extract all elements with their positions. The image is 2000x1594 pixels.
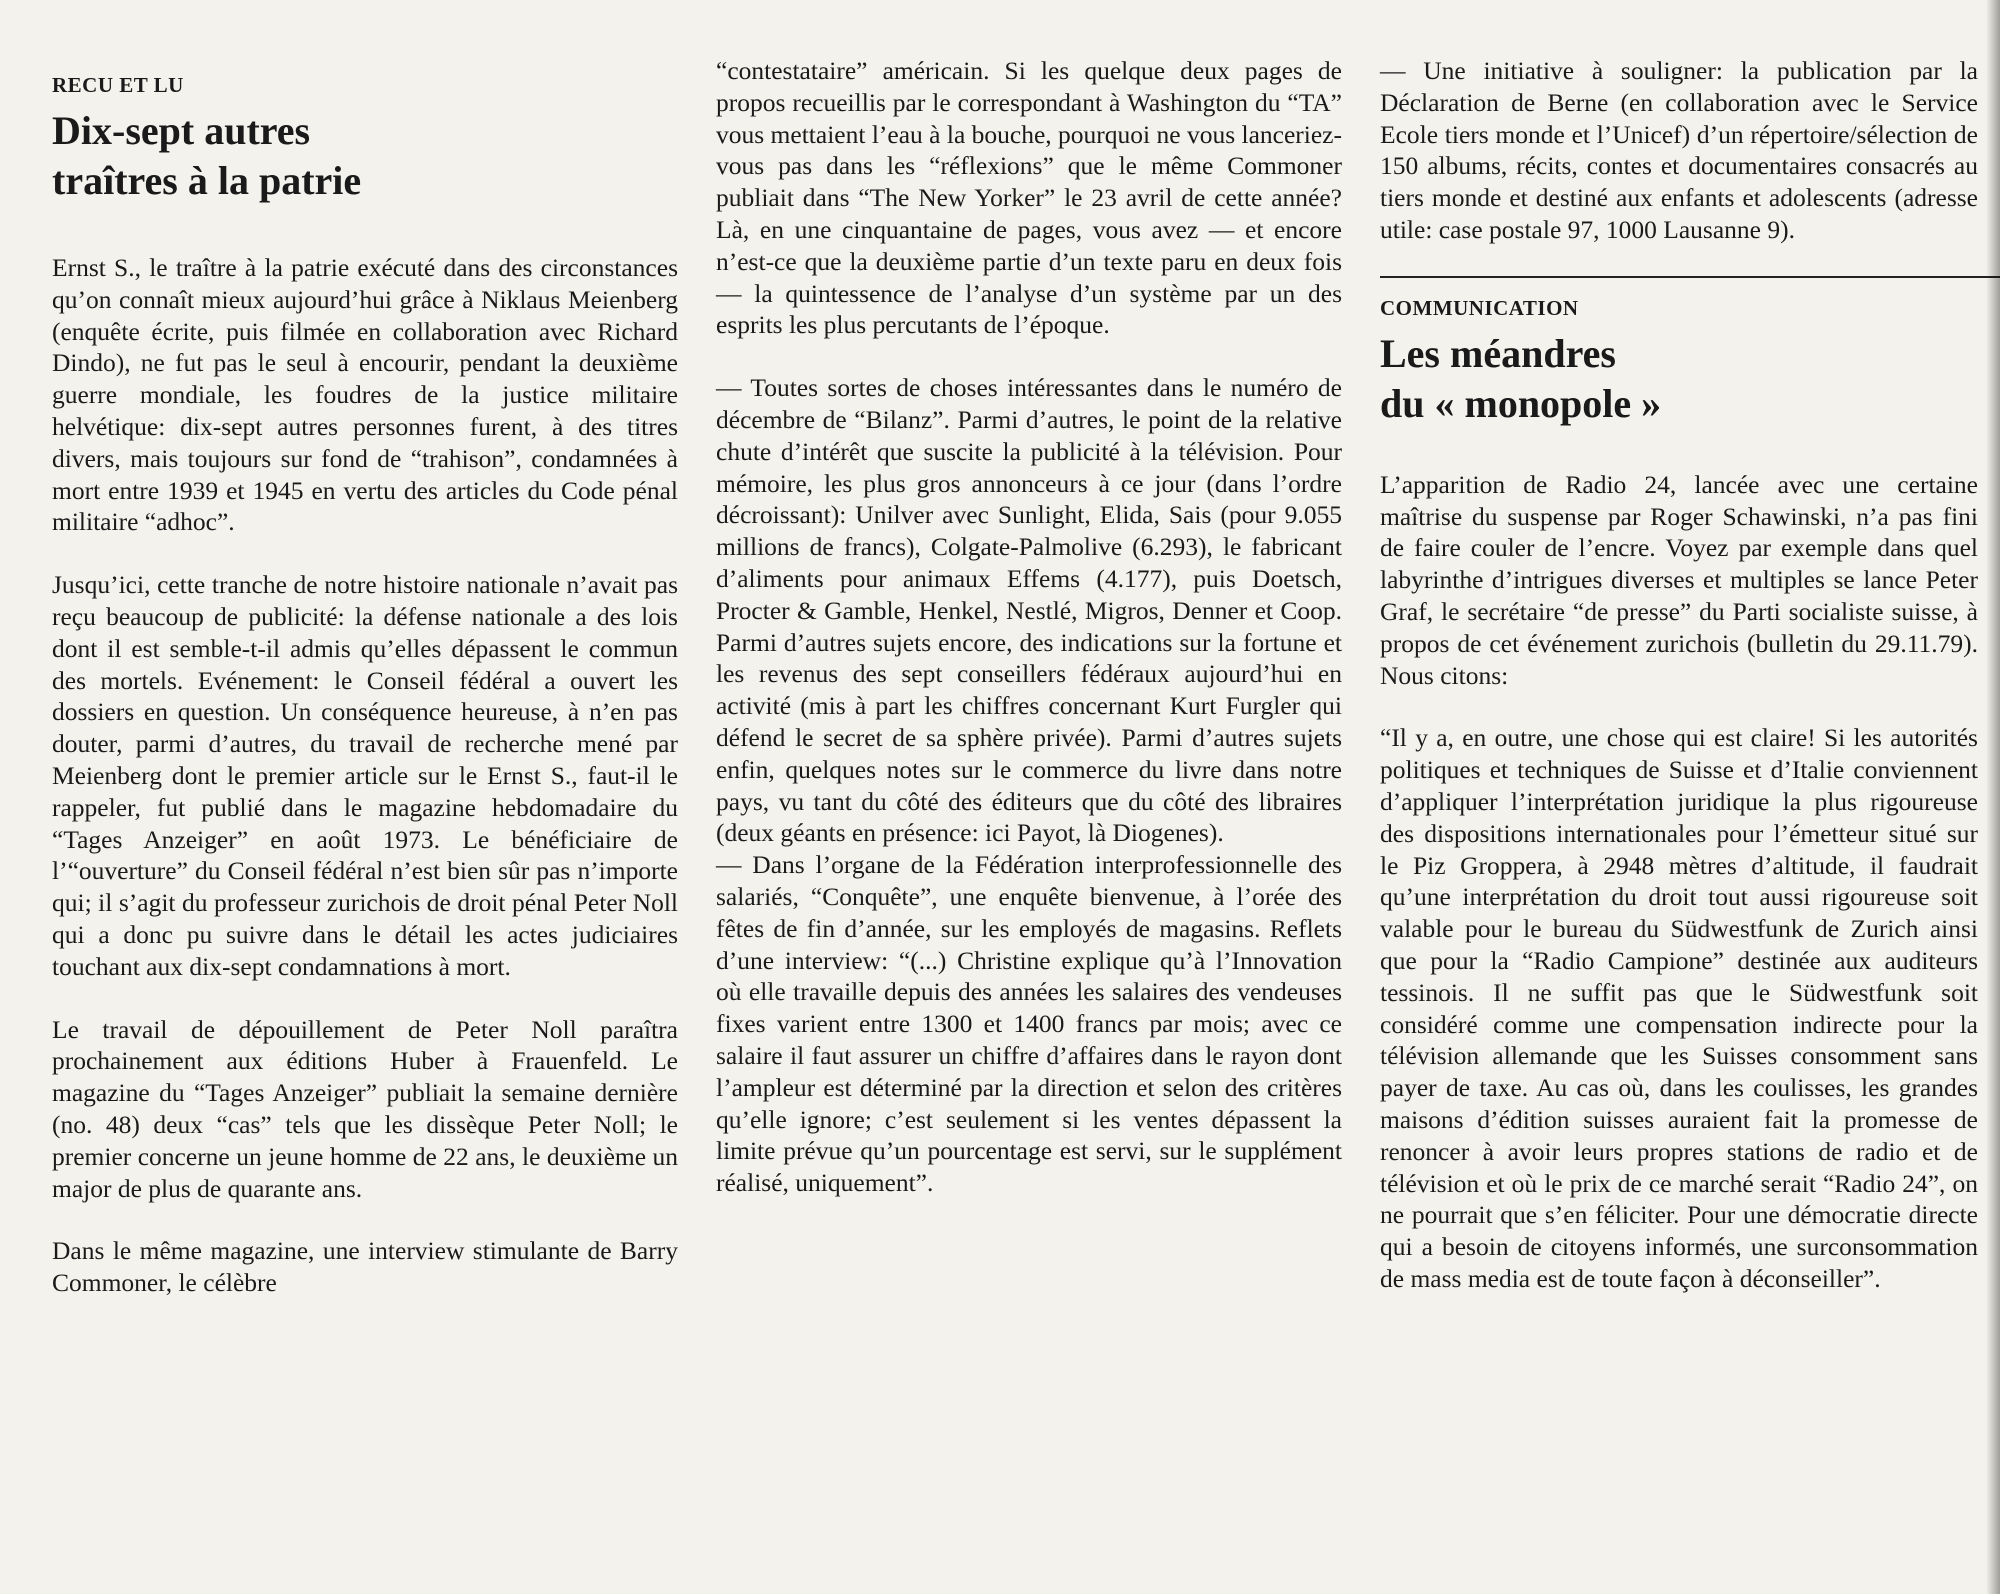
column-2 <box>716 55 1342 1230</box>
article2-kicker: COMMUNICATION <box>1380 295 1579 320</box>
article1-paragraph-2: Jusqu’ici, cette tranche de notre histoire nationale n’avait pas reçu beaucoup de publicité: la défense nationale a des lois dont il est semble-t-il admis qu’elles dépassent le commun des mortels. Evénement: le Conseil fédéral a ouvert les dossiers en question. Un conséquence heureuse, à n’en pas douter, parmi d’autres, du travail de recherche mené par Meienberg dont le premier article sur le Ernst S., faut-il le rappeler, fut publié dans le magazine hebdomadaire du “Tages Anzeiger” en août 1973. Le bénéficiaire de l’“ouverture” du Conseil fédéral n’est bien sûr pas n’importe qui; il s’agit du professeur zurichois de droit pénal Peter Noll qui a donc pu suivre dans le détail les actes judiciaires touchant aux dix-sept condamnations à mort. <box>52 570 678 981</box>
article2-paragraph-2: “Il y a, en outre, une chose qui est claire! Si les autorités politiques et techniques de Suisse et d’Italie conviennent d’appliquer l’interprétation juridique la plus rigoureuse des dispositions internationales pour l’émetteur situé sur le Piz Groppera, à 2948 mètres d’altitude, il faudrait qu’une interprétation du droit tout aussi rigoureuse soit valable pour le bureau du Südwestfunk de Zurich ainsi que pour la “Radio Campione” destinée aux auditeurs tessinois. Il ne suffit pas que le Südwestfunk soit considéré comme une compensation indirecte pour la télévision allemande que les Suisses consomment sans payer de taxe. Au cas où, dans les coulisses, les grandes maisons d’édition suisses auraient fait la promesse de renoncer à avoir leurs propres stations de radio et de télévision et où le prix de ce marché serait “Radio 24”, on ne pourrait que s’en féliciter. Pour une démocratie directe qui a besoin de citoyens informés, une surconsommation de mass media est de toute façon à déconseiller”. <box>1380 723 1978 1293</box>
article1-headline-line1: Dix-sept autres <box>52 108 311 153</box>
article1-continued-paragraph-3: — Dans l’organe de la Fédération interprofessionnelle des salariés, “Conquête”, une enquête bienvenue, à l’orée des fêtes de fin d’année, sur les employés de magasins. Reflets d’une interview: “(...) Christine explique qu’à l’Innovation où elle travaille depuis des années les salaires des vendeuses fixes varient entre 1300 et 1400 francs par mois; avec ce salaire il faut assurer un chiffre d’affaires dans le rayon dont l’ampleur est déterminé par la direction et selon des critères qu’elle ignore; c’est seulement si les ventes dépassent la limite prévue qu’un pourcentage est servi, sur le supplément réalisé, uniquement”. <box>716 850 1342 1198</box>
article1-kicker: RECU ET LU <box>52 73 184 97</box>
article1-paragraph-3: Le travail de dépouillement de Peter Noll paraîtra prochainement aux éditions Huber à Frauenfeld. Le magazine du “Tages Anzeiger” publiait la semaine dernière (no. 48) deux “cas” tels que les dissèque Peter Noll; le premier concerne un jeune homme de 22 ans, le deuxième un major de plus de quarante ans. <box>52 1014 678 1203</box>
article1-paragraph-4: Dans le même magazine, une interview stimulante de Barry Commoner, le célèbre <box>52 1236 678 1298</box>
article1-headline <box>52 106 678 206</box>
article1-headline-line2: traîtres à la patrie <box>52 158 362 203</box>
article1-continued-paragraph-2: — Toutes sortes de choses intéressantes dans le numéro de décembre de “Bilanz”. Parmi d’autres, le point de la relative chute d’intérêt que suscite la publicité à la télévision. Pour mémoire, les plus gros annonceurs à ce jour (dans l’ordre décroissant): Unilver avec Sunlight, Elida, Sais (pour 9.055 millions de francs), Colgate-Palmolive (6.293), le fabricant d’aliments pour animaux Effems (4.177), puis Doetsch, Procter & Gamble, Henkel, Nestlé, Migros, Denner et Coop. Parmi d’autres sujets encore, des indications sur la fortune et les revenus des sept conseillers fédéraux aujourd’hui en activité (mis à part les chiffres concernant Kurt Furgler qui défend le secret de sa sphère privée). Parmi d’autres sujets enfin, quelques notes sur le commerce du livre dans notre pays, vu tant du côté des éditeurs que du côté des libraires (deux géants en présence: ici Payot, là Diogenes). <box>716 373 1342 848</box>
column-1 <box>52 55 678 1330</box>
article1-paragraph-1: Ernst S., le traître à la patrie exécuté dans des circonstances qu’on connaît mieux aujourd’hui grâce à Niklaus Meienberg (enquête écrite, puis filmée en collaboration avec Richard Dindo), ne fut pas le seul à encourir, pendant la deuxième guerre mondiale, les foudres de la justice militaire helvétique: dix-sept autres personnes furent, à des titres divers, mais toujours sur fond de “trahison”, condamnées à mort entre 1939 et 1945 en vertu des articles du Code pénal militaire “adhoc”. <box>52 253 678 537</box>
article1-continued-paragraph-4: — Une initiative à souligner: la publication par la Déclaration de Berne (en collaboration avec le Service Ecole tiers monde et l’Unicef) d’un répertoire/sélection de 150 albums, récits, contes et documentaires consacrés au tiers monde et destiné aux enfants et adolescents (adresse utile: case postale 97, 1000 Lausanne 9). <box>1380 56 1978 244</box>
page-edge-shadow <box>1986 0 2000 1594</box>
section-divider <box>1380 276 2000 278</box>
article2-headline <box>1380 329 1978 429</box>
article2-headline-line2: du « monopole » <box>1380 380 1662 426</box>
column-3 <box>1380 55 1978 1326</box>
article2-paragraph-1: L’apparition de Radio 24, lancée avec une certaine maîtrise du suspense par Roger Schawinski, n’a pas fini de faire couler de l’encre. Voyez par exemple dans quel labyrinthe d’intrigues diverses et multiples se lance Peter Graf, le secrétaire “de presse” du Parti socialiste suisse, à propos de cet événement zurichois (bulletin du 29.11.79). Nous citons: <box>1380 469 1978 690</box>
article1-continued-paragraph-1: “contestataire” américain. Si les quelque deux pages de propos recueillis par le correspondant à Washington du “TA” vous mettaient l’eau à la bouche, pourquoi ne vous lanceriez-vous pas dans les “réflexions” que le même Commoner publiait dans “The New Yorker” le 23 avril de cette année? Là, en une cinquantaine de pages, vous avez — et encore n’est-ce que la deuxième partie d’un texte paru en deux fois — la quintessence de l’analyse d’un système par un des esprits les plus percutants de l’époque. <box>716 56 1342 340</box>
article2-headline-line1: Les méandres <box>1380 330 1616 376</box>
